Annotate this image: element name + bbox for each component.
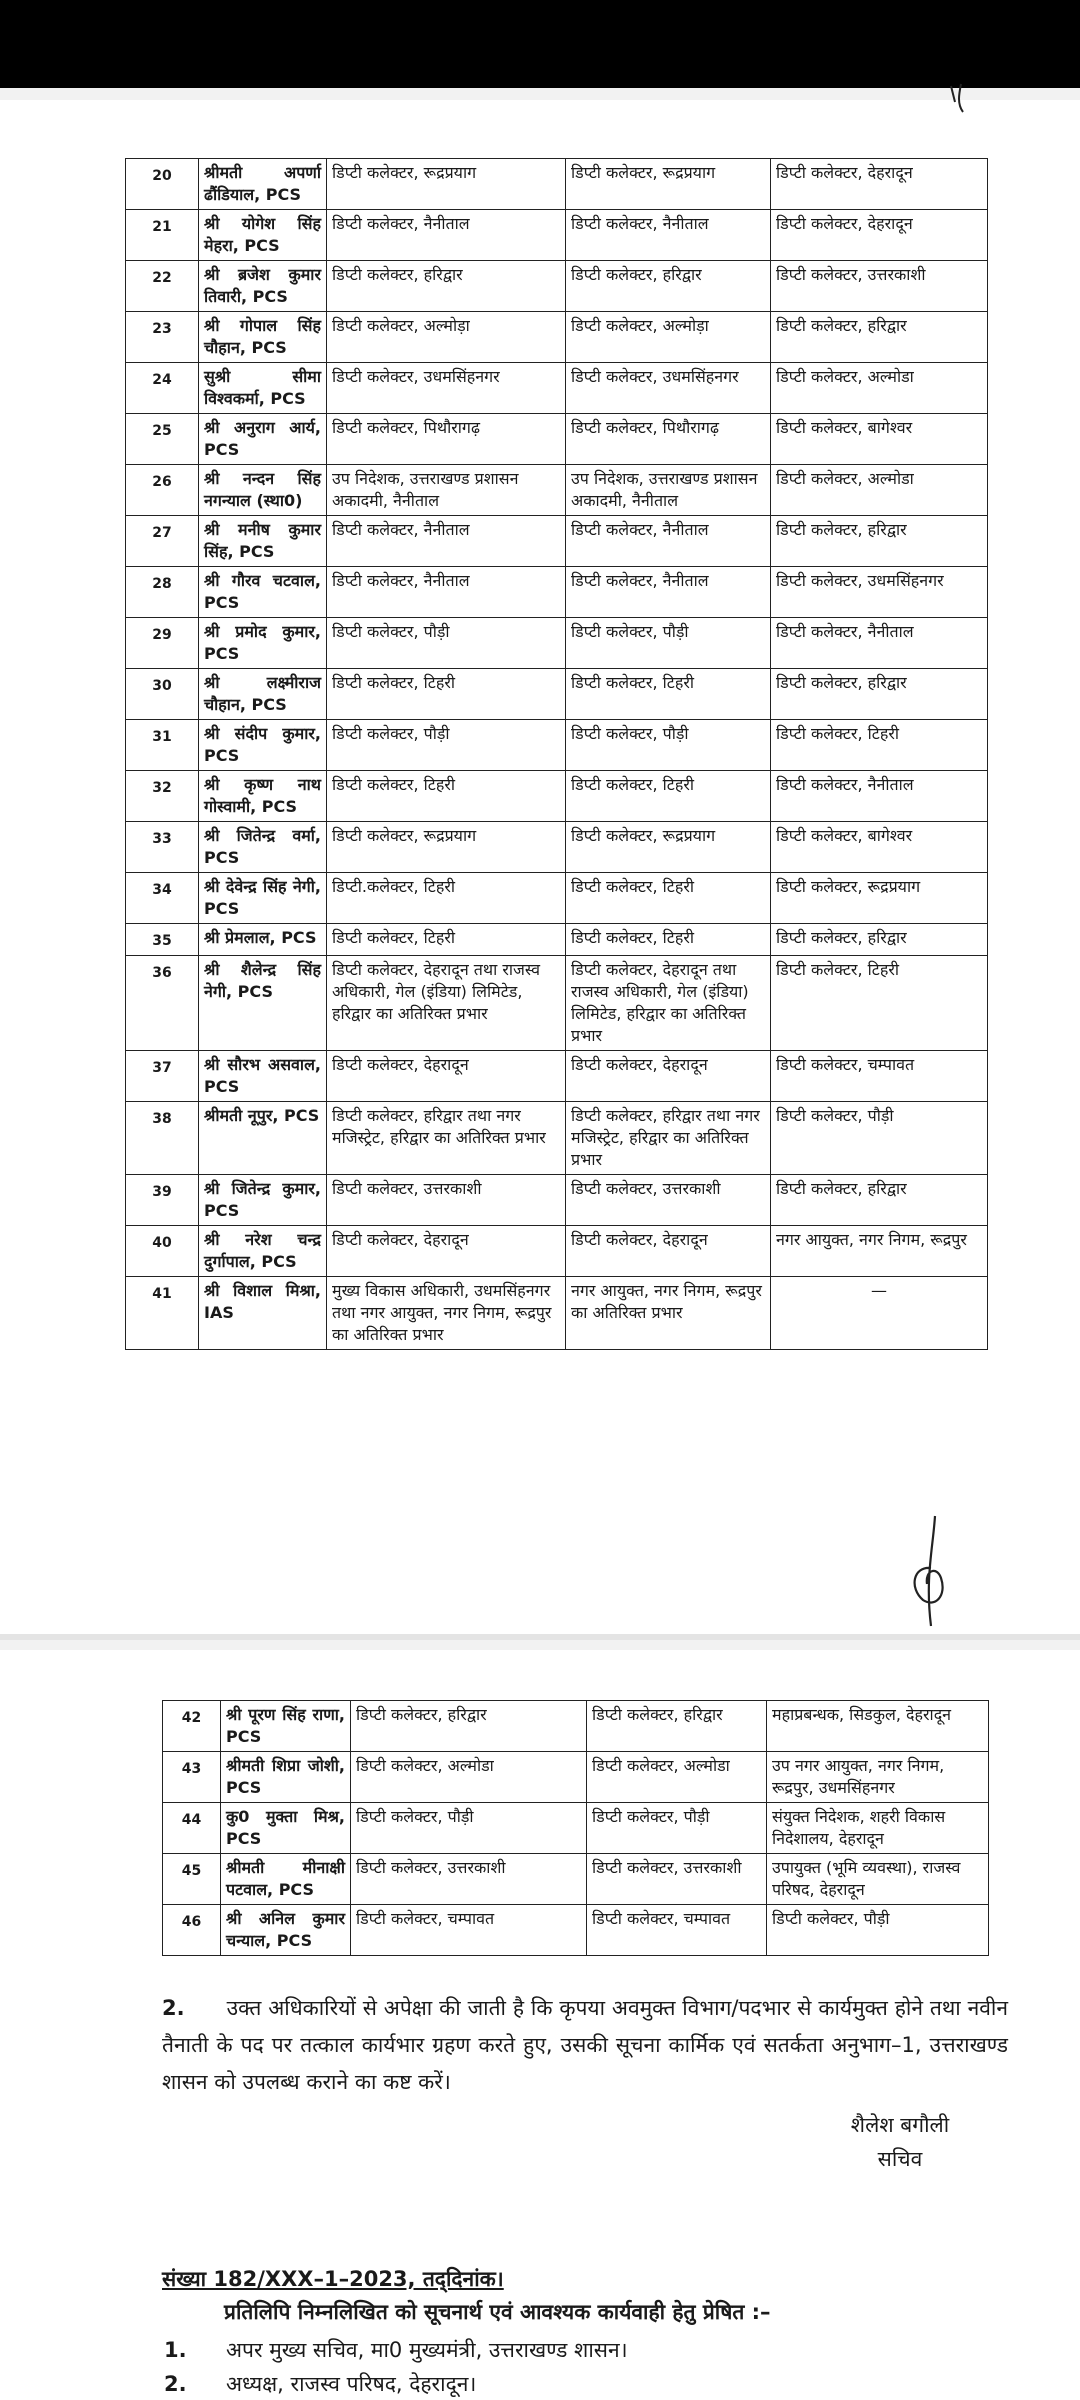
- relieved-charge-cell: डिप्टी कलेक्टर, उधमसिंहनगर: [566, 363, 771, 414]
- relieved-charge-cell: डिप्टी कलेक्टर, टिहरी: [566, 924, 771, 956]
- serial-number-cell: 45: [163, 1854, 221, 1905]
- serial-number-cell: 21: [126, 210, 199, 261]
- table-row: [163, 1854, 989, 1905]
- serial-number-cell: 44: [163, 1803, 221, 1854]
- officer-name-cell: श्री प्रेमलाल, PCS: [199, 924, 327, 956]
- serial-number-cell: 28: [126, 567, 199, 618]
- table-row: [126, 720, 988, 771]
- officer-name-cell: श्री लक्ष्मीराज चौहान, PCS: [199, 669, 327, 720]
- current-post-cell: डिप्टी कलेक्टर, पौड़ी: [327, 618, 566, 669]
- table-row: [163, 1803, 989, 1854]
- new-posting-cell: महाप्रबन्धक, सिडकुल, देहरादून: [767, 1701, 989, 1752]
- instruction-paragraph: [162, 1990, 1008, 2101]
- officer-name-cell: श्री प्रमोद कुमार, PCS: [199, 618, 327, 669]
- current-post-cell: डिप्टी.कलेक्टर, टिहरी: [327, 873, 566, 924]
- current-post-cell: डिप्टी कलेक्टर, देहरादून तथा राजस्व अधिकारी, गेल (इंडिया) लिमिटेड, हरिद्वार का अतिरिक्त प्रभार: [327, 956, 566, 1051]
- new-posting-cell: डिप्टी कलेक्टर, नैनीताल: [771, 771, 988, 822]
- signature-block: [810, 2108, 990, 2176]
- current-post-cell: डिप्टी कलेक्टर, उधमसिंहनगर: [327, 363, 566, 414]
- table-row: [126, 465, 988, 516]
- relieved-charge-cell: डिप्टी कलेक्टर, पौड़ी: [566, 618, 771, 669]
- current-post-cell: डिप्टी कलेक्टर, देहरादून: [327, 1051, 566, 1102]
- serial-number-cell: 23: [126, 312, 199, 363]
- table-row: [126, 618, 988, 669]
- current-post-cell: डिप्टी कलेक्टर, अल्मोडा: [351, 1752, 587, 1803]
- table-row: [126, 771, 988, 822]
- serial-number-cell: 25: [126, 414, 199, 465]
- new-posting-cell: उपायुक्त (भूमि व्यवस्था), राजस्व परिषद, देहरादून: [767, 1854, 989, 1905]
- table-row: [126, 312, 988, 363]
- table-row: [126, 363, 988, 414]
- officer-name-cell: श्रीमती नूपुर, PCS: [199, 1102, 327, 1175]
- new-posting-cell: डिप्टी कलेक्टर, टिहरी: [771, 956, 988, 1051]
- relieved-charge-cell: डिप्टी कलेक्टर, देहरादून तथा राजस्व अधिकारी, गेल (इंडिया) लिमिटेड, हरिद्वार का अतिरिक्त प्रभार: [566, 956, 771, 1051]
- relieved-charge-cell: डिप्टी कलेक्टर, नैनीताल: [566, 567, 771, 618]
- current-post-cell: उप निदेशक, उत्तराखण्ड प्रशासन अकादमी, नैनीताल: [327, 465, 566, 516]
- relieved-charge-cell: डिप्टी कलेक्टर, रूद्रप्रयाग: [566, 159, 771, 210]
- table-row: [126, 414, 988, 465]
- officer-name-cell: श्री योगेश सिंह मेहरा, PCS: [199, 210, 327, 261]
- relieved-charge-cell: डिप्टी कलेक्टर, हरिद्वार: [587, 1701, 767, 1752]
- new-posting-cell: डिप्टी कलेक्टर, उत्तरकाशी: [771, 261, 988, 312]
- table-row: [163, 1701, 989, 1752]
- relieved-charge-cell: उप निदेशक, उत्तराखण्ड प्रशासन अकादमी, नैनीताल: [566, 465, 771, 516]
- current-post-cell: डिप्टी कलेक्टर, टिहरी: [327, 771, 566, 822]
- relieved-charge-cell: डिप्टी कलेक्टर, हरिद्वार: [566, 261, 771, 312]
- document-page-2: [0, 1650, 1080, 2400]
- relieved-charge-cell: डिप्टी कलेक्टर, नैनीताल: [566, 516, 771, 567]
- officer-name-cell: श्री विशाल मिश्रा, IAS: [199, 1277, 327, 1350]
- serial-number-cell: 46: [163, 1905, 221, 1956]
- table-row: [126, 1277, 988, 1350]
- copy-list-item: [164, 2336, 628, 2364]
- serial-number-cell: 39: [126, 1175, 199, 1226]
- relieved-charge-cell: डिप्टी कलेक्टर, उत्तरकाशी: [587, 1854, 767, 1905]
- current-post-cell: डिप्टी कलेक्टर, रूद्रप्रयाग: [327, 159, 566, 210]
- serial-number-cell: 35: [126, 924, 199, 956]
- serial-number-cell: 30: [126, 669, 199, 720]
- copy-item-number: 1.: [164, 2338, 187, 2362]
- serial-number-cell: 42: [163, 1701, 221, 1752]
- transfer-table-continued: [162, 1700, 989, 1956]
- table-row: [126, 261, 988, 312]
- relieved-charge-cell: डिप्टी कलेक्टर, पौड़ी: [566, 720, 771, 771]
- current-post-cell: डिप्टी कलेक्टर, हरिद्वार: [351, 1701, 587, 1752]
- table-row: [126, 873, 988, 924]
- table-row: [163, 1752, 989, 1803]
- copy-intro: प्रतिलिपि निम्नलिखित को सूचनार्थ एवं आवश्यक कार्यवाही हेतु प्रेषित :–: [224, 2300, 771, 2324]
- officer-name-cell: श्री कृष्ण नाथ गोस्वामी, PCS: [199, 771, 327, 822]
- officer-name-cell: श्री जितेन्द्र वर्मा, PCS: [199, 822, 327, 873]
- relieved-charge-cell: डिप्टी कलेक्टर, देहरादून: [566, 1051, 771, 1102]
- table-row: [126, 516, 988, 567]
- serial-number-cell: 36: [126, 956, 199, 1051]
- officer-name-cell: श्री ब्रजेश कुमार तिवारी, PCS: [199, 261, 327, 312]
- current-post-cell: डिप्टी कलेक्टर, अल्मोड़ा: [327, 312, 566, 363]
- serial-number-cell: 22: [126, 261, 199, 312]
- table-row: [126, 1102, 988, 1175]
- new-posting-cell: नगर आयुक्त, नगर निगम, रूद्रपुर: [771, 1226, 988, 1277]
- paragraph-text: उक्त अधिकारियों से अपेक्षा की जाती है कि कृपया अवमुक्त विभाग/पदभार से कार्यमुक्त होने तथा नवीन तैनाती के पद पर तत्काल कार्यभार ग्रहण करते हुए, उसकी सूचना कार्मिक एवं सतर्कता अनुभाग–1, उत्तराखण्ड शासन को उपलब्ध कराने का कष्ट करें।: [162, 1996, 1008, 2094]
- current-post-cell: डिप्टी कलेक्टर, चम्पावत: [351, 1905, 587, 1956]
- current-post-cell: डिप्टी कलेक्टर, टिहरी: [327, 669, 566, 720]
- officer-name-cell: कु0 मुक्ता मिश्र, PCS: [221, 1803, 351, 1854]
- officer-name-cell: श्री मनीष कुमार सिंह, PCS: [199, 516, 327, 567]
- new-posting-cell: डिप्टी कलेक्टर, टिहरी: [771, 720, 988, 771]
- current-post-cell: डिप्टी कलेक्टर, रूद्रप्रयाग: [327, 822, 566, 873]
- serial-number-cell: 20: [126, 159, 199, 210]
- officer-name-cell: श्री नरेश चन्द्र दुर्गापाल, PCS: [199, 1226, 327, 1277]
- relieved-charge-cell: डिप्टी कलेक्टर, पौड़ी: [587, 1803, 767, 1854]
- current-post-cell: डिप्टी कलेक्टर, पौड़ी: [327, 720, 566, 771]
- table-row: [126, 210, 988, 261]
- current-post-cell: डिप्टी कलेक्टर, हरिद्वार: [327, 261, 566, 312]
- new-posting-cell: डिप्टी कलेक्टर, नैनीताल: [771, 618, 988, 669]
- officer-name-cell: श्री अनुराग आर्य, PCS: [199, 414, 327, 465]
- new-posting-cell: डिप्टी कलेक्टर, अल्मोडा: [771, 465, 988, 516]
- serial-number-cell: 32: [126, 771, 199, 822]
- new-posting-cell: उप नगर आयुक्त, नगर निगम, रूद्रपुर, उधमसिंहनगर: [767, 1752, 989, 1803]
- table-row: [126, 822, 988, 873]
- officer-name-cell: श्री जितेन्द्र कुमार, PCS: [199, 1175, 327, 1226]
- transfer-table: [125, 158, 988, 1350]
- new-posting-cell: संयुक्त निदेशक, शहरी विकास निदेशालय, देहरादून: [767, 1803, 989, 1854]
- relieved-charge-cell: डिप्टी कलेक्टर, हरिद्वार तथा नगर मजिस्ट्रेट, हरिद्वार का अतिरिक्त प्रभार: [566, 1102, 771, 1175]
- initials-signature: [905, 1508, 965, 1638]
- table-row: [163, 1905, 989, 1956]
- serial-number-cell: 24: [126, 363, 199, 414]
- relieved-charge-cell: डिप्टी कलेक्टर, देहरादून: [566, 1226, 771, 1277]
- table-row: [126, 159, 988, 210]
- officer-name-cell: श्री शैलेन्द्र सिंह नेगी, PCS: [199, 956, 327, 1051]
- top-status-bar: [0, 0, 1080, 88]
- new-posting-cell: डिप्टी कलेक्टर, हरिद्वार: [771, 669, 988, 720]
- new-posting-cell: डिप्टी कलेक्टर, बागेश्वर: [771, 414, 988, 465]
- current-post-cell: डिप्टी कलेक्टर, पौड़ी: [351, 1803, 587, 1854]
- relieved-charge-cell: डिप्टी कलेक्टर, अल्मोड़ा: [566, 312, 771, 363]
- officer-name-cell: श्रीमती अपर्णा ढौंडियाल, PCS: [199, 159, 327, 210]
- current-post-cell: डिप्टी कलेक्टर, देहरादून: [327, 1226, 566, 1277]
- serial-number-cell: 26: [126, 465, 199, 516]
- reference-number: संख्या 182/XXX–1–2023, तद्‌दिनांक।: [162, 2267, 504, 2291]
- current-post-cell: डिप्टी कलेक्टर, पिथौरागढ़: [327, 414, 566, 465]
- copy-item-text: अध्यक्ष, राजस्व परिषद, देहरादून।: [226, 2372, 477, 2396]
- relieved-charge-cell: डिप्टी कलेक्टर, टिहरी: [566, 771, 771, 822]
- current-post-cell: डिप्टी कलेक्टर, उत्तरकाशी: [327, 1175, 566, 1226]
- serial-number-cell: 40: [126, 1226, 199, 1277]
- signatory-name: शैलेश बगौली: [850, 2113, 950, 2137]
- current-post-cell: डिप्टी कलेक्टर, नैनीताल: [327, 210, 566, 261]
- table-row: [126, 956, 988, 1051]
- serial-number-cell: 34: [126, 873, 199, 924]
- new-posting-cell: डिप्टी कलेक्टर, हरिद्वार: [771, 516, 988, 567]
- table-row: [126, 1175, 988, 1226]
- relieved-charge-cell: डिप्टी कलेक्टर, रूद्रप्रयाग: [566, 822, 771, 873]
- serial-number-cell: 27: [126, 516, 199, 567]
- new-posting-cell: डिप्टी कलेक्टर, हरिद्वार: [771, 312, 988, 363]
- officer-name-cell: श्री गोपाल सिंह चौहान, PCS: [199, 312, 327, 363]
- current-post-cell: डिप्टी कलेक्टर, टिहरी: [327, 924, 566, 956]
- relieved-charge-cell: डिप्टी कलेक्टर, नैनीताल: [566, 210, 771, 261]
- table-row: [126, 924, 988, 956]
- serial-number-cell: 43: [163, 1752, 221, 1803]
- page-edge: [0, 1634, 1080, 1640]
- new-posting-cell: डिप्टी कलेक्टर, उधमसिंहनगर: [771, 567, 988, 618]
- copy-list-item: [164, 2370, 476, 2398]
- new-posting-cell: डिप्टी कलेक्टर, रूद्रप्रयाग: [771, 873, 988, 924]
- new-posting-cell: डिप्टी कलेक्टर, देहरादून: [771, 210, 988, 261]
- officer-name-cell: श्री नन्दन सिंह नगन्याल (स्था0): [199, 465, 327, 516]
- table-row: [126, 669, 988, 720]
- current-post-cell: डिप्टी कलेक्टर, नैनीताल: [327, 567, 566, 618]
- relieved-charge-cell: डिप्टी कलेक्टर, चम्पावत: [587, 1905, 767, 1956]
- table-row: [126, 1226, 988, 1277]
- paragraph-number: 2.: [162, 1996, 185, 2020]
- serial-number-cell: 41: [126, 1277, 199, 1350]
- current-post-cell: डिप्टी कलेक्टर, नैनीताल: [327, 516, 566, 567]
- serial-number-cell: 29: [126, 618, 199, 669]
- copy-item-text: अपर मुख्य सचिव, मा0 मुख्यमंत्री, उत्तराखण्ड शासन।: [226, 2338, 628, 2362]
- new-posting-cell: डिप्टी कलेक्टर, हरिद्वार: [771, 924, 988, 956]
- officer-name-cell: श्री सौरभ असवाल, PCS: [199, 1051, 327, 1102]
- current-post-cell: मुख्य विकास अधिकारी, उधमसिंहनगर तथा नगर आयुक्त, नगर निगम, रूद्रपुर का अतिरिक्त प्रभार: [327, 1277, 566, 1350]
- new-posting-cell: डिप्टी कलेक्टर, देहरादून: [771, 159, 988, 210]
- new-posting-cell: डिप्टी कलेक्टर, हरिद्वार: [771, 1175, 988, 1226]
- serial-number-cell: 38: [126, 1102, 199, 1175]
- relieved-charge-cell: डिप्टी कलेक्टर, टिहरी: [566, 873, 771, 924]
- relieved-charge-cell: नगर आयुक्त, नगर निगम, रूद्रपुर का अतिरिक्त प्रभार: [566, 1277, 771, 1350]
- table-row: [126, 567, 988, 618]
- officer-name-cell: सुश्री सीमा विश्वकर्मा, PCS: [199, 363, 327, 414]
- serial-number-cell: 33: [126, 822, 199, 873]
- relieved-charge-cell: डिप्टी कलेक्टर, अल्मोडा: [587, 1752, 767, 1803]
- officer-name-cell: श्री संदीप कुमार, PCS: [199, 720, 327, 771]
- officer-name-cell: श्री देवेन्द्र सिंह नेगी, PCS: [199, 873, 327, 924]
- relieved-charge-cell: डिप्टी कलेक्टर, टिहरी: [566, 669, 771, 720]
- serial-number-cell: 37: [126, 1051, 199, 1102]
- new-posting-cell: डिप्टी कलेक्टर, पौड़ी: [767, 1905, 989, 1956]
- officer-name-cell: श्री गौरव चटवाल, PCS: [199, 567, 327, 618]
- officer-name-cell: श्रीमती मीनाक्षी पटवाल, PCS: [221, 1854, 351, 1905]
- copy-item-number: 2.: [164, 2372, 187, 2396]
- page-corner-mark: [945, 82, 975, 116]
- serial-number-cell: 31: [126, 720, 199, 771]
- relieved-charge-cell: डिप्टी कलेक्टर, उत्तरकाशी: [566, 1175, 771, 1226]
- new-posting-cell: डिप्टी कलेक्टर, चम्पावत: [771, 1051, 988, 1102]
- document-page-1: [0, 100, 1080, 1640]
- officer-name-cell: श्री पूरण सिंह राणा, PCS: [221, 1701, 351, 1752]
- new-posting-cell: डिप्टी कलेक्टर, बागेश्वर: [771, 822, 988, 873]
- new-posting-cell: डिप्टी कलेक्टर, अल्मोडा: [771, 363, 988, 414]
- signatory-designation: सचिव: [877, 2147, 923, 2171]
- new-posting-cell: —: [771, 1277, 988, 1350]
- table-row: [126, 1051, 988, 1102]
- current-post-cell: डिप्टी कलेक्टर, उत्तरकाशी: [351, 1854, 587, 1905]
- new-posting-cell: डिप्टी कलेक्टर, पौड़ी: [771, 1102, 988, 1175]
- officer-name-cell: श्रीमती शिप्रा जोशी, PCS: [221, 1752, 351, 1803]
- officer-name-cell: श्री अनिल कुमार चन्याल, PCS: [221, 1905, 351, 1956]
- relieved-charge-cell: डिप्टी कलेक्टर, पिथौरागढ़: [566, 414, 771, 465]
- current-post-cell: डिप्टी कलेक्टर, हरिद्वार तथा नगर मजिस्ट्रेट, हरिद्वार का अतिरिक्त प्रभार: [327, 1102, 566, 1175]
